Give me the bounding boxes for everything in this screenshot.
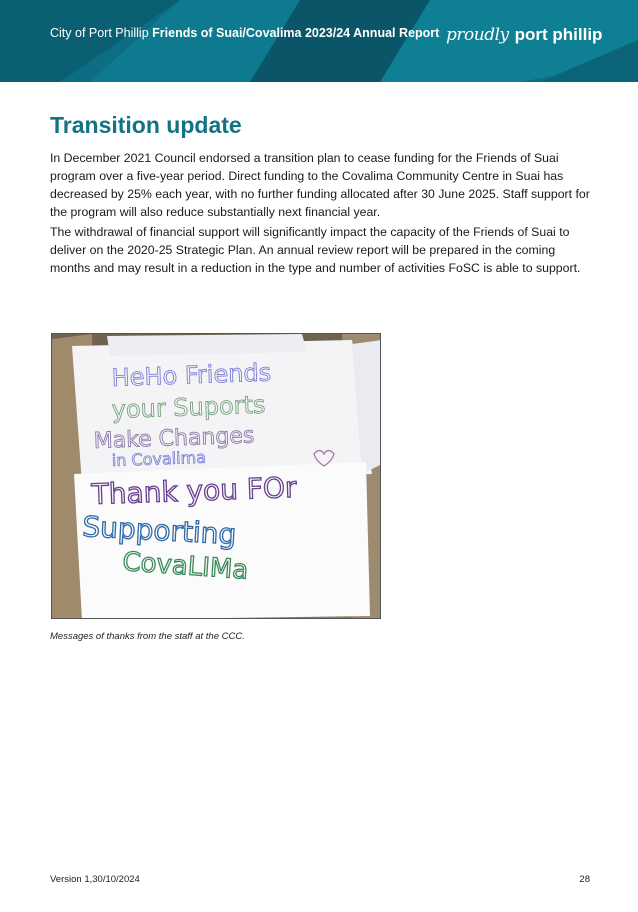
logo-script-text: proudly bbox=[446, 25, 509, 45]
paragraph-1: In December 2021 Council endorsed a transition plan to cease funding for the Friends of Suai program over a five-year period. Direct funding to the Covalima Community Centre in Suai has decreased by 25% each year, with no further funding allocated after 30 June 2025. Staff support for the program will also reduce substantially next financial year. bbox=[50, 151, 590, 219]
section-title: Transition update bbox=[50, 112, 242, 138]
sign-bottom-line-2: Supporting bbox=[81, 510, 238, 552]
photo-illustration bbox=[52, 334, 381, 619]
photo-caption: Messages of thanks from the staff at the CCC. bbox=[50, 631, 245, 642]
sign-top-line-2: your Suports bbox=[111, 390, 266, 424]
sign-top-line-3: Make Changes bbox=[93, 423, 255, 454]
paragraph-2: The withdrawal of financial support will significantly impact the capacity of the Friends of Suai to deliver on the 2020-25 Strategic Plan. An annual review report will be prepared in the coming months and may result in a reduction in the type and number of activities FoSC is able to support. bbox=[50, 225, 581, 275]
sign-bottom-line-1: Thank you FOr bbox=[91, 470, 297, 511]
version-footer: Version 1,30/10/2024 bbox=[50, 874, 140, 885]
report-title: Friends of Suai/Covalima 2023/24 Annual Report bbox=[152, 26, 440, 40]
header-banner bbox=[0, 0, 638, 82]
sign-bottom-line-3: CovaLIMa bbox=[121, 547, 250, 586]
page-number: 28 bbox=[579, 874, 590, 885]
logo-name-text: port phillip bbox=[514, 25, 603, 44]
port-phillip-logo bbox=[446, 20, 602, 50]
org-name: City of Port Phillip bbox=[50, 26, 149, 40]
thank-you-signs-photo bbox=[51, 333, 381, 619]
sign-top-line-1: HeHo Friends bbox=[111, 358, 272, 392]
report-header-title bbox=[50, 26, 439, 40]
sign-top-line-4: in Covalima bbox=[111, 447, 207, 470]
